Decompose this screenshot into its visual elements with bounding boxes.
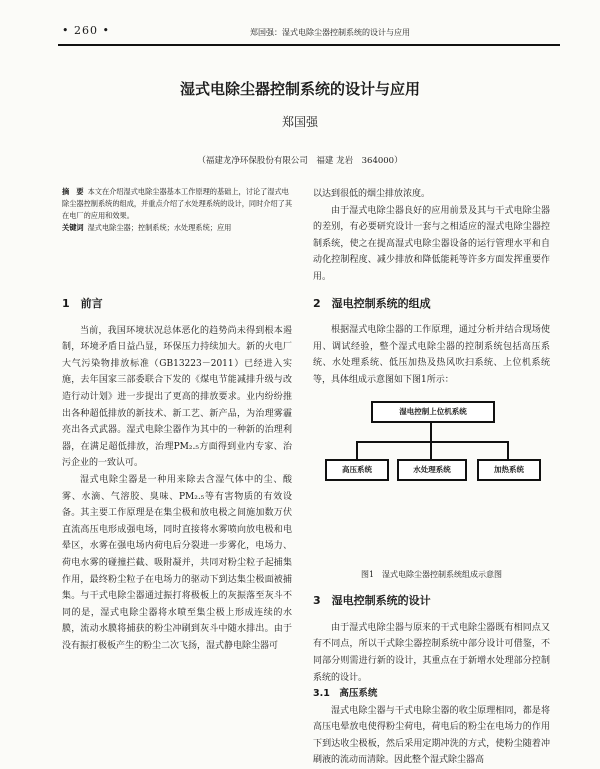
abstract-text: 本文在介绍湿式电除尘器基本工作原理的基础上，讨论了湿式电除尘器控制系统的组成，并重点介绍了水处理系统的设计，同时介绍了其在电厂的应用和效果。 <box>62 187 293 220</box>
figure-connector-horizontal <box>356 441 509 443</box>
section-1-paragraph-1: 当前，我国环境状况总体恶化的趋势尚未得到根本遏制，环境矛盾日益凸显，环保压力持续加大。新的火电厂大气污染物排放标准（GB13223－2011）已经进入实施，去年国家三部委联合下发的《煤电节能减排升级与改造行动计划》进一步提出了更高的排放要求。业内纷纷推出各种超低排放的新技术、新工艺、新产品，为治理雾霾亮出各式武器。湿式电除尘器作为其中的一种新的治理利器，在满足超低排放，治理PM₂.₅方面得到业内专家、治污企业的一致认可。 <box>62 325 292 469</box>
subsection-3-1-heading: 3.1 高压系统 <box>313 688 378 700</box>
figure-connector-mid <box>430 441 432 459</box>
right-column <box>313 186 550 769</box>
figure-connector-vertical <box>430 423 432 441</box>
running-title: 郑国强：湿式电除尘器控制系统的设计与应用 <box>250 28 410 37</box>
affiliation: （福建龙净环保股份有限公司 福建 龙岩 364000） <box>197 156 403 166</box>
abstract-block <box>62 186 292 234</box>
section-1-heading: 1 前言 <box>62 297 103 310</box>
abstract-label: 摘 要 <box>62 187 84 196</box>
paper-title: 湿式电除尘器控制系统的设计与应用 <box>179 80 420 98</box>
section-2-paragraph-1: 根据湿式电除尘器的工作原理，通过分析并结合现场使用、调试经验，整个湿式电除尘器的控制系统包括高压系统、水处理系统、低压加热及热风吹扫系统、上位机系统等，具体组成示意图如下图1所示： <box>313 325 550 385</box>
figure-box-host: 湿电控制上位机系统 <box>371 401 495 423</box>
header-rule <box>58 44 560 46</box>
abstract <box>62 186 292 222</box>
subsection-3-1-paragraph-1: 湿式电除尘器与干式电除尘器的收尘原理相同，都是将高压电晕放电使得粉尘荷电，荷电后的粉尘在电场力的作用下到达收尘极板，然后采用定期冲洗的方式，使粉尘随着冲刷液的流动而清除。因此整个湿式除尘器高 <box>313 705 550 766</box>
figure-connector-left <box>356 441 358 459</box>
section-1-paragraph-2: 湿式电除尘器是一种用来除去含湿气体中的尘、酸雾、水滴、气溶胶、臭味、PM₂.₅等有害物质的有效设备。其主要工作原理是在集尘极和放电极之间施加数万伏直流高压电形成强电场，同时直接将水雾喷向放电极和电晕区，水雾在强电场内荷电后分裂进一步雾化，电场力、荷电水雾的碰撞拦截、吸附凝并，共同对粉尘粒子起捕集作用，最终粉尘粒子在电场力的驱动下到达集尘极面被捕集。与干式电除尘器通过振打将极板上的灰振落至灰斗不同的是，湿式电除尘器将水喷至集尘极上形成连续的水膜，流动水膜将捕获的粉尘冲刷到灰斗中随水排出。由于没有振打极板产生的粉尘二次飞扬，湿式静电除尘器可 <box>62 474 292 651</box>
section-2-heading: 2 湿电控制系统的组成 <box>313 296 431 310</box>
section-1-paragraph-3: 由于湿式电除尘器良好的应用前景及其与干式电除尘器的差别，有必要研究设计一套与之相适应的湿式电除尘器控制系统，使之在提高湿式电除尘器设备的运行管理水平和自动化控制程度、减少排放和降低能耗等许多方面发挥重要作用。 <box>313 205 550 282</box>
figure-1-diagram <box>313 395 550 565</box>
section-1-paragraph-2-continued: 以达到很低的烟尘排放浓度。 <box>313 189 431 199</box>
figure-connector-right <box>507 441 509 459</box>
keywords <box>62 222 292 234</box>
page-number: • 260 • <box>62 24 110 37</box>
section-3-heading: 3 湿电控制系统的设计 <box>313 594 431 608</box>
figure-box-heating: 加热系统 <box>477 459 541 481</box>
section-3-paragraph-1: 由于湿式电除尘器与原来的干式电除尘器既有相同点又有不同点，所以干式除尘器控制系统中部分设计可借鉴，不同部分则需进行新的设计，其重点在于新增水处理部分控制系统的设计。 <box>313 622 550 683</box>
keywords-text: 湿式电除尘器；控制系统；水处理系统；应用 <box>87 223 232 232</box>
figure-box-high-voltage: 高压系统 <box>325 459 389 481</box>
keywords-label: 关键词 <box>62 223 84 232</box>
figure-box-water-treatment: 水处理系统 <box>397 459 467 481</box>
left-column <box>62 290 292 654</box>
author: 郑国强 <box>281 115 318 129</box>
figure-1-caption: 图1 湿式电除尘器控制系统组成示意图 <box>360 569 503 579</box>
